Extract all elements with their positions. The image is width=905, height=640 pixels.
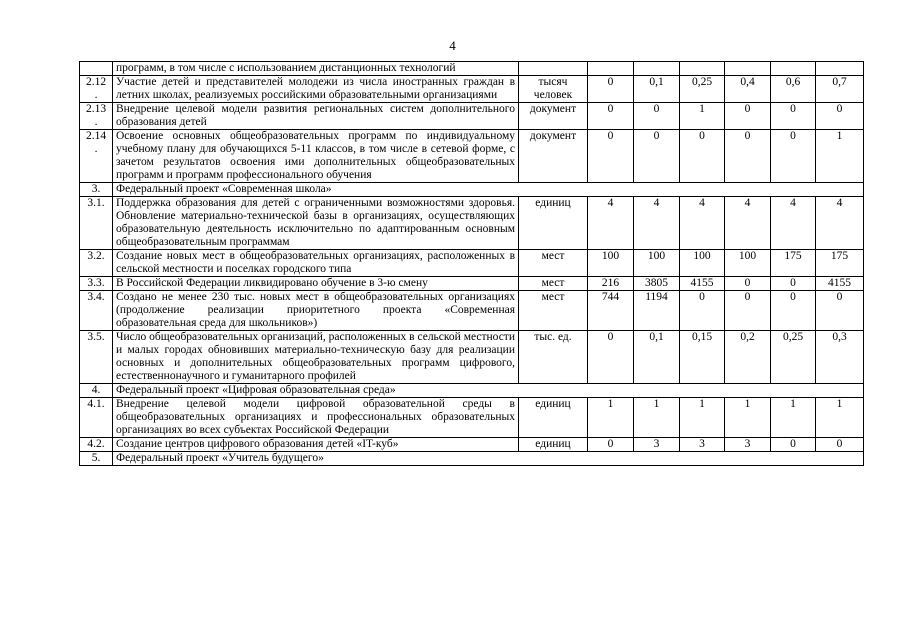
table-body — [80, 62, 864, 466]
row-number-cell: 3.2. — [80, 250, 113, 277]
row-value-cell — [816, 62, 864, 76]
row-value-cell: 3 — [634, 438, 680, 452]
row-value-cell: 0 — [816, 291, 864, 331]
row-unit-cell: документ — [519, 130, 588, 183]
row-unit-cell: единиц — [519, 398, 588, 438]
row-value-cell: 0,25 — [680, 76, 725, 103]
row-value-cell: 1 — [680, 103, 725, 130]
table-row — [80, 197, 864, 250]
row-unit-cell — [519, 62, 588, 76]
row-value-cell: 0 — [680, 130, 725, 183]
row-number-cell — [80, 62, 113, 76]
row-number-cell: 2.13 . — [80, 103, 113, 130]
row-description-cell: Освоение основных общеобразовательных программ по индивидуальному учебному плану для обучающихся 5-11 классов, в том числе в сетевой форме, с зачетом результатов освоения ими дополнительных общеобразовательных программ и программ профессионального обучения — [113, 130, 519, 183]
section-row — [80, 183, 864, 197]
row-value-cell: 3 — [725, 438, 771, 452]
row-value-cell: 0 — [588, 103, 634, 130]
row-value-cell: 0 — [725, 103, 771, 130]
row-value-cell: 0 — [816, 438, 864, 452]
section-row — [80, 452, 864, 466]
row-unit-cell: мест — [519, 291, 588, 331]
section-number-cell: 3. — [80, 183, 113, 197]
row-value-cell: 0 — [588, 76, 634, 103]
indicators-table — [79, 61, 864, 466]
row-value-cell: 3 — [680, 438, 725, 452]
page-number: 4 — [449, 38, 456, 53]
section-title-cell: Федеральный проект «Учитель будущего» — [113, 452, 864, 466]
row-description-cell: Участие детей и представителей молодежи из числа иностранных граждан в летних школах, реализуемых российскими образовательными организациями — [113, 76, 519, 103]
table-row — [80, 331, 864, 384]
table-row — [80, 291, 864, 331]
row-unit-cell: мест — [519, 250, 588, 277]
row-value-cell: 0,2 — [725, 331, 771, 384]
section-number-cell: 4. — [80, 384, 113, 398]
table-row — [80, 277, 864, 291]
row-value-cell: 175 — [771, 250, 816, 277]
row-description-cell: программ, в том числе с использованием дистанционных технологий — [113, 62, 519, 76]
table-row — [80, 438, 864, 452]
section-row — [80, 384, 864, 398]
row-number-cell: 3.3. — [80, 277, 113, 291]
row-value-cell: 4155 — [680, 277, 725, 291]
row-number-cell: 2.12 . — [80, 76, 113, 103]
section-number-cell: 5. — [80, 452, 113, 466]
table-row — [80, 103, 864, 130]
row-value-cell: 0 — [588, 130, 634, 183]
row-value-cell: 0 — [816, 103, 864, 130]
row-description-cell: Внедрение целевой модели развития региональных систем дополнительного образования детей — [113, 103, 519, 130]
row-value-cell — [680, 62, 725, 76]
row-value-cell: 1 — [634, 398, 680, 438]
row-value-cell — [771, 62, 816, 76]
row-value-cell: 0,15 — [680, 331, 725, 384]
row-value-cell: 1194 — [634, 291, 680, 331]
row-number-cell: 3.1. — [80, 197, 113, 250]
row-value-cell: 0,3 — [816, 331, 864, 384]
row-value-cell — [588, 62, 634, 76]
row-value-cell: 0,6 — [771, 76, 816, 103]
row-value-cell: 100 — [725, 250, 771, 277]
row-unit-cell: документ — [519, 103, 588, 130]
row-value-cell: 0 — [771, 277, 816, 291]
row-value-cell: 1 — [816, 398, 864, 438]
row-value-cell: 0 — [771, 130, 816, 183]
row-value-cell: 0,7 — [816, 76, 864, 103]
row-value-cell: 0,25 — [771, 331, 816, 384]
row-value-cell: 175 — [816, 250, 864, 277]
row-value-cell: 744 — [588, 291, 634, 331]
row-value-cell: 0 — [588, 331, 634, 384]
row-number-cell: 3.5. — [80, 331, 113, 384]
row-unit-cell: тысяч человек — [519, 76, 588, 103]
row-value-cell: 0,4 — [725, 76, 771, 103]
row-value-cell: 0 — [634, 130, 680, 183]
row-value-cell — [634, 62, 680, 76]
row-value-cell: 0 — [771, 291, 816, 331]
row-value-cell: 0 — [771, 438, 816, 452]
row-number-cell: 4.1. — [80, 398, 113, 438]
table-row — [80, 250, 864, 277]
row-value-cell: 0 — [680, 291, 725, 331]
section-title-cell: Федеральный проект «Цифровая образовательная среда» — [113, 384, 864, 398]
row-value-cell: 1 — [816, 130, 864, 183]
row-description-cell: Создано не менее 230 тыс. новых мест в общеобразовательных организациях (продолжение реализации приоритетного проекта «Современная образовательная среда для школьников») — [113, 291, 519, 331]
row-unit-cell: единиц — [519, 197, 588, 250]
row-value-cell: 1 — [725, 398, 771, 438]
row-number-cell: 4.2. — [80, 438, 113, 452]
row-description-cell: Число общеобразовательных организаций, расположенных в сельской местности и малых городах обновивших материально-техническую базу для реализации основных и дополнительных общеобразовательных программ цифрового, естественнонаучного и гуманитарного профилей — [113, 331, 519, 384]
table-row — [80, 130, 864, 183]
row-description-cell: Поддержка образования для детей с ограниченными возможностями здоровья. Обновление материально-технической базы в организациях, осуществляющих образовательную деятельность исключительно по адаптированным основным общеобразовательным программам — [113, 197, 519, 250]
row-number-cell: 3.4. — [80, 291, 113, 331]
row-description-cell: Создание центров цифрового образования детей «IT-куб» — [113, 438, 519, 452]
row-value-cell: 0 — [725, 277, 771, 291]
row-value-cell: 4155 — [816, 277, 864, 291]
table-row — [80, 76, 864, 103]
row-value-cell: 0 — [725, 130, 771, 183]
row-value-cell: 1 — [771, 398, 816, 438]
row-description-cell: Создание новых мест в общеобразовательных организациях, расположенных в сельской местности и поселках городского типа — [113, 250, 519, 277]
row-unit-cell: тыс. ед. — [519, 331, 588, 384]
row-value-cell: 100 — [634, 250, 680, 277]
row-value-cell: 1 — [680, 398, 725, 438]
row-value-cell: 4 — [816, 197, 864, 250]
row-value-cell: 4 — [725, 197, 771, 250]
row-value-cell: 0 — [771, 103, 816, 130]
row-description-cell: В Российской Федерации ликвидировано обучение в 3-ю смену — [113, 277, 519, 291]
table-row — [80, 62, 864, 76]
row-value-cell: 0,1 — [634, 331, 680, 384]
row-value-cell: 0,1 — [634, 76, 680, 103]
row-value-cell: 100 — [588, 250, 634, 277]
row-value-cell — [725, 62, 771, 76]
row-number-cell: 2.14 . — [80, 130, 113, 183]
row-unit-cell: мест — [519, 277, 588, 291]
row-value-cell: 100 — [680, 250, 725, 277]
row-value-cell: 216 — [588, 277, 634, 291]
row-value-cell: 3805 — [634, 277, 680, 291]
row-value-cell: 4 — [588, 197, 634, 250]
table-row — [80, 398, 864, 438]
row-unit-cell: единиц — [519, 438, 588, 452]
row-value-cell: 4 — [680, 197, 725, 250]
row-value-cell: 0 — [588, 438, 634, 452]
row-value-cell: 0 — [634, 103, 680, 130]
row-value-cell: 4 — [634, 197, 680, 250]
row-value-cell: 4 — [771, 197, 816, 250]
section-title-cell: Федеральный проект «Современная школа» — [113, 183, 864, 197]
row-value-cell: 0 — [725, 291, 771, 331]
row-description-cell: Внедрение целевой модели цифровой образовательной среды в общеобразовательных организациях и профессиональных образовательных организациях во всех субъектах Российской Федерации — [113, 398, 519, 438]
row-value-cell: 1 — [588, 398, 634, 438]
